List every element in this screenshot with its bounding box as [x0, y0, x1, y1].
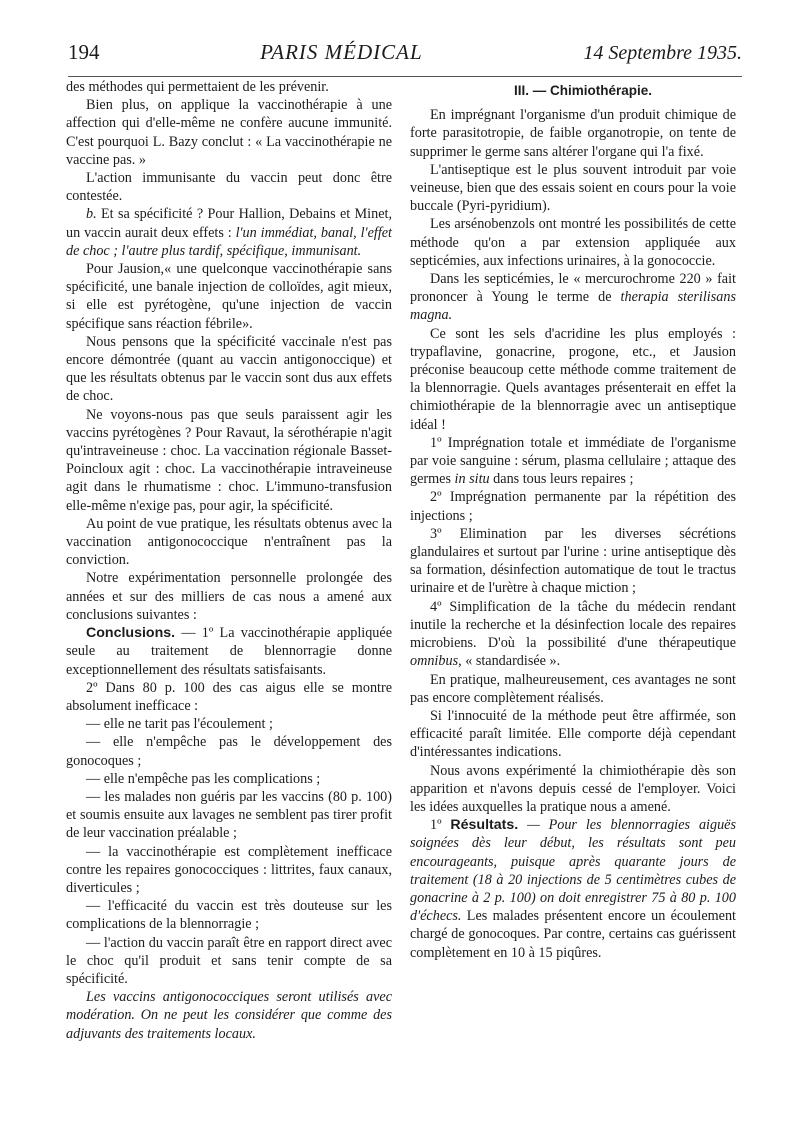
- section-heading: III. — Chimiothérapie.: [513, 83, 653, 98]
- paragraph: L'antiseptique est le plus souvent introduit par voie veineuse, bien que des essais soient en cours pour la voie buccale (Pyri-pyridium).: [410, 161, 736, 215]
- paragraph: [66, 205, 392, 260]
- paragraph: Les arsénobenzols ont montré les possibilités de cette méthode qu'on a par extension appliquée aux septicémies, aux infections urinaires, à la gonococcie.: [410, 216, 736, 269]
- text-run: 4º Simplification de la tâche du médecin rendant inutile la recherche et la désinfection locale des repaires microbiens. D'où la possibilité d'une thérapeutique: [410, 598, 736, 652]
- page-header: [68, 40, 742, 77]
- italic-run: omnibus: [410, 653, 459, 670]
- paragraph: Si l'innocuité de la méthode peut être affirmée, son efficacité paraît limitée. Elle comporte déjà cependant d'intéressantes indications.: [410, 707, 736, 761]
- list-item: — la vaccinothérapie est complètement inefficace contre les repaires gonococciques : littrites, faux canaux, diverticules ;: [66, 843, 392, 896]
- italic-run: — Pour les blennorragies aiguës soignées dès leur début, les résultats sont peu encourageants, puisque après quarante jours de traitement (18 à 20 injections de 5 centimètres cubes de gonacrine à 2 p. 100) on doit enregistrer 75 à 80 p. 100 d'échecs.: [410, 817, 736, 925]
- paragraph: Ce sont les sels d'acridine les plus employés : trypaflavine, gonacrine, progone, etc., et Jausion préconise beaucoup cette méthode comme traitement de la blennorragie. Quels avantages présenterait en effet la chimiothérapie de la blennorragie avec un antiseptique idéal !: [410, 325, 736, 433]
- paragraph: des méthodes qui permettaient de les prévenir.: [66, 79, 329, 95]
- italic-run: in situ: [454, 471, 490, 488]
- paragraph: [410, 434, 736, 489]
- paragraph: Les vaccins antigonococciques seront utilisés avec modération. On ne peut les considérer que comme des adjuvants des traitements locaux.: [66, 989, 392, 1042]
- paragraph: [410, 270, 736, 325]
- text-run: Les malades présentent encore un écoulement chargé de gonocoques. Par contre, certains cas guérissent complètement en 10 à 15 piqûres.: [410, 908, 736, 961]
- text-run: , « standardisée ».: [458, 653, 561, 670]
- right-column: [410, 78, 736, 962]
- list-item: — elle n'empêche pas les complications ;: [86, 770, 321, 787]
- paragraph: En pratique, malheureusement, ces avantages ne sont pas encore complètement réalisés.: [410, 671, 736, 706]
- list-item: — l'action du vaccin paraît être en rapport direct avec le choc qu'il produit et sans tenir compte de sa spécificité.: [66, 934, 392, 987]
- paragraph: Nous avons expérimenté la chimiothérapie dès son apparition et n'avons depuis cessé de l'employer. Voici les idées auxquelles la pratique nous a amené.: [410, 762, 736, 815]
- text-run: Et sa spécificité ? Pour Hallion, Debains et Minet, un vaccin aurait deux effets :: [66, 206, 392, 241]
- paragraph: Ne voyons-nous pas que seuls paraissent agir les vaccins pyrétogènes ? Pour Ravaut, la sérothérapie n'agit qu'intraveineuse : choc. La vaccination régionale Basset-Poincloux agit : choc. La vaccinothérapie intraveineuse agit dans le rhumatisme : choc. L'immuno-transfusion elle-même n'exige pas, pour agir, la spécificité.: [66, 406, 392, 514]
- list-item: — les malades non guéris par les vaccins (80 p. 100) et soumis ensuite aux lavages ne semblent pas tirer profit de leur vaccination préalable ;: [66, 788, 392, 842]
- text-run: 1º Imprégnation totale et immédiate de l'organisme par voie sanguine : sérum, plasma cellulaire ; attaque des germes: [410, 434, 736, 488]
- run-in-heading: Conclusions.: [86, 625, 176, 642]
- left-column: [66, 78, 392, 1043]
- paragraph: 2º Dans 80 p. 100 des cas aigus elle se montre absolument inefficace :: [66, 679, 392, 714]
- paragraph: [410, 816, 736, 962]
- list-item: — l'efficacité du vaccin est très douteuse sur les complications de la blennorragie ;: [66, 898, 392, 933]
- text-run: 1º: [430, 817, 451, 834]
- paragraph: 3º Elimination par les diverses sécrétions glandulaires et surtout par l'urine : urine antiseptique dès sa formation, désinfection automatique de tout le tractus urinaire et de l'urètre à chaque miction ;: [410, 525, 736, 597]
- run-in-heading: Résultats.: [450, 817, 519, 834]
- item-letter: b.: [86, 206, 97, 223]
- page-number: 194: [68, 40, 100, 64]
- text-run: — 1º La vaccinothérapie appliquée seule au traitement de blennorragie donne exceptionnellement des résultats satisfaisants.: [66, 625, 392, 678]
- paragraph: Pour Jausion,« une quelconque vaccinothérapie sans spécificité, une banale injection de colloïdes, agit mieux, si elle est pyrétogène, qu'une injection de vaccin spécifique sans réaction fébrile».: [66, 261, 392, 332]
- paragraph: [66, 624, 392, 679]
- paragraph: [410, 598, 736, 671]
- paragraph: Notre expérimentation personnelle prolongée des années et sur des milliers de cas nous a amené aux conclusions suivantes :: [66, 570, 392, 623]
- text-run: Dans les septicémies, le « mercurochrome 220 » fait prononcer à Young le terme de: [410, 271, 736, 306]
- issue-date: 14 Septembre 1935.: [583, 42, 742, 64]
- paragraph: L'action immunisante du vaccin peut donc être contestée.: [66, 170, 392, 205]
- paragraph: 2º Imprégnation permanente par la répétition des injections ;: [410, 489, 736, 524]
- list-item: — elle ne tarit pas l'écoulement ;: [86, 716, 273, 733]
- paragraph: En imprégnant l'organisme d'un produit chimique de forte parasitotropie, de faible organotropie, on tente de supprimer le germe sans altérer l'organe qui l'a fixé.: [410, 107, 736, 160]
- journal-title: PARIS MÉDICAL: [260, 40, 423, 64]
- list-item: — elle n'empêche pas le développement des gonocoques ;: [66, 734, 392, 769]
- italic-run: therapia sterilisans magna.: [410, 289, 736, 324]
- text-run: dans tous leurs repaires ;: [489, 471, 634, 488]
- paragraph: Bien plus, on applique la vaccinothérapie à une affection qui d'elle-même ne confère aucune immunité. C'est pourquoi L. Bazy conclut : « La vaccinothérapie ne vaccine pas. »: [66, 97, 392, 168]
- italic-run: l'un immédiat, banal, l'effet de choc ; l'autre plus tardif, spécifique, immunisant.: [66, 224, 392, 259]
- paragraph: Nous pensons que la spécificité vaccinale n'est pas encore démontrée (quant au vaccin antigonoccique) et que les résultats obtenus par le vaccin sont dus aux effets de choc.: [66, 333, 392, 405]
- paragraph: Au point de vue pratique, les résultats obtenus avec la vaccination antigonococcique n'entraînent pas la conviction.: [66, 515, 392, 569]
